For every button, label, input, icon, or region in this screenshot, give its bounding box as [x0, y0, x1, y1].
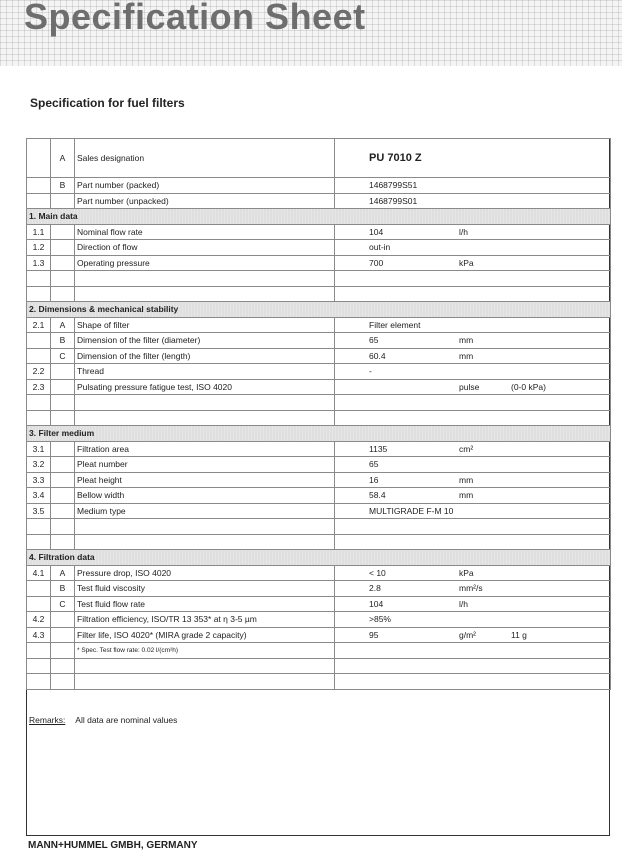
row-value-cell [335, 224, 611, 240]
empty-cell [335, 395, 611, 411]
row-extra: (0-0 kPa) [511, 381, 546, 392]
row-unit: cm² [459, 443, 474, 454]
row-unit: kPa [459, 567, 474, 578]
row-letter: A [51, 139, 75, 178]
row-value-cell [335, 488, 611, 504]
row-letter [51, 255, 75, 271]
row-unit: l/h [459, 226, 468, 237]
row-unit: mm²/s [459, 583, 483, 593]
row-unit: kPa [459, 257, 474, 268]
row-number: 2.1 [27, 317, 51, 333]
table-row [27, 255, 611, 271]
empty-row [27, 674, 611, 690]
table-row [27, 441, 611, 457]
empty-cell [335, 643, 611, 659]
empty-row [27, 643, 611, 659]
empty-cell [335, 658, 611, 674]
table-row [27, 627, 611, 643]
row-letter: C [51, 348, 75, 364]
empty-cell [75, 410, 335, 426]
empty-cell [27, 674, 51, 690]
row-value-cell [335, 348, 611, 364]
row-letter [51, 472, 75, 488]
sales-designation-label: Sales designation [75, 139, 335, 178]
row-number: 1.1 [27, 224, 51, 240]
remarks-text: All data are nominal values [75, 715, 178, 725]
empty-cell [75, 534, 335, 550]
table-row [27, 364, 611, 380]
row-label: Dimension of the filter (length) [75, 348, 335, 364]
section-title: 3. Filter medium [27, 426, 611, 442]
row-value: 700 [369, 257, 384, 268]
row-number: 3.5 [27, 503, 51, 519]
row-value: 104 [369, 226, 384, 237]
empty-cell [51, 286, 75, 302]
empty-cell [27, 519, 51, 535]
row-number: 3.3 [27, 472, 51, 488]
row-number: 3.4 [27, 488, 51, 504]
row-letter [51, 224, 75, 240]
row-value-cell [335, 596, 611, 612]
row-letter [51, 627, 75, 643]
row-label: Bellow width [75, 488, 335, 504]
row-letter: A [51, 565, 75, 581]
empty-cell [335, 534, 611, 550]
row-value-cell [335, 457, 611, 473]
row-value: 16 [369, 474, 379, 485]
row-value-cell [335, 503, 611, 519]
row-number: 3.2 [27, 457, 51, 473]
row-value: 58.4 [369, 490, 386, 500]
empty-cell [51, 193, 75, 209]
table-row [27, 503, 611, 519]
row-value: 95 [369, 629, 379, 640]
remarks-label: Remarks: [29, 715, 66, 725]
empty-cell [75, 519, 335, 535]
empty-row [27, 410, 611, 426]
empty-cell [51, 410, 75, 426]
subtitle: Specification for fuel filters [30, 96, 185, 110]
row-number: 3.1 [27, 441, 51, 457]
row-letter [51, 441, 75, 457]
row-label: Pressure drop, ISO 4020 [75, 565, 335, 581]
footer-company: MANN+HUMMEL GMBH, GERMANY [28, 840, 198, 851]
row-number [27, 596, 51, 612]
empty-row [27, 658, 611, 674]
row-value-cell [335, 240, 611, 256]
empty-cell [51, 643, 75, 659]
empty-cell [27, 410, 51, 426]
section-header [27, 209, 611, 225]
row-value: 1135 [369, 443, 388, 454]
header-band [0, 0, 622, 66]
table-row [27, 565, 611, 581]
row-number: 2.3 [27, 379, 51, 395]
row-letter: B [51, 581, 75, 597]
table-row [27, 488, 611, 504]
empty-cell [75, 286, 335, 302]
row-value-cell [335, 379, 611, 395]
empty-cell [75, 271, 335, 287]
empty-cell [51, 271, 75, 287]
row-value: 2.8 [369, 583, 381, 593]
section-header [27, 302, 611, 318]
table-row [27, 317, 611, 333]
row-number [27, 333, 51, 349]
table-row [27, 472, 611, 488]
row-letter [51, 503, 75, 519]
row-unit: l/h [459, 598, 468, 609]
row-unit: pulse [459, 381, 480, 392]
part-number-packed-label: Part number (packed) [75, 178, 335, 194]
empty-cell [75, 658, 335, 674]
row-label: Filter life, ISO 4020* (MIRA grade 2 capacity) [75, 627, 335, 643]
row-label: Test fluid flow rate [75, 596, 335, 612]
row-label: Shape of filter [75, 317, 335, 333]
row-label: Dimension of the filter (diameter) [75, 333, 335, 349]
row-label: Direction of flow [75, 240, 335, 256]
empty-cell [75, 395, 335, 411]
row-label: Thread [75, 364, 335, 380]
row-value-cell [335, 255, 611, 271]
empty-cell [51, 674, 75, 690]
table-row [27, 139, 611, 178]
row-value-cell [335, 565, 611, 581]
row-label: Test fluid viscosity [75, 581, 335, 597]
table-row [27, 581, 611, 597]
row-value: Filter element [369, 319, 421, 330]
row-value: < 10 [369, 567, 386, 578]
row-label: Pleat height [75, 472, 335, 488]
row-value: 104 [369, 598, 384, 609]
row-letter: A [51, 317, 75, 333]
empty-cell [335, 674, 611, 690]
row-number [27, 581, 51, 597]
empty-cell [51, 658, 75, 674]
row-extra: 11 g [511, 629, 527, 640]
table-row [27, 193, 611, 209]
empty-row [27, 271, 611, 287]
row-label: Medium type [75, 503, 335, 519]
row-unit: mm [459, 335, 474, 345]
empty-cell [51, 395, 75, 411]
row-label: Filtration efficiency, ISO/TR 13 353* at η 3-5 µm [75, 612, 335, 628]
row-number: 4.2 [27, 612, 51, 628]
part-number-packed-value: 1468799S51 [335, 178, 611, 194]
row-value: 65 [369, 459, 379, 469]
row-unit: mm [459, 350, 474, 361]
empty-cell [27, 395, 51, 411]
empty-cell [335, 286, 611, 302]
empty-cell [335, 519, 611, 535]
row-number: 4.3 [27, 627, 51, 643]
row-value-cell [335, 612, 611, 628]
sales-designation-text: PU 7010 Z [369, 152, 422, 164]
row-value: >85% [369, 614, 391, 624]
row-value-cell [335, 317, 611, 333]
row-letter [51, 379, 75, 395]
table-row [27, 224, 611, 240]
empty-cell [27, 139, 51, 178]
table-row [27, 240, 611, 256]
empty-cell [335, 410, 611, 426]
section-header [27, 426, 611, 442]
row-value-cell [335, 472, 611, 488]
row-letter: B [51, 333, 75, 349]
row-unit: mm [459, 474, 474, 485]
empty-row [27, 534, 611, 550]
sales-designation-value [335, 139, 611, 178]
row-number: 4.1 [27, 565, 51, 581]
empty-cell [27, 658, 51, 674]
row-label: Nominal flow rate [75, 224, 335, 240]
row-value: out-in [369, 242, 391, 252]
sheet-title: Specification Sheet [24, 0, 366, 37]
section-title: 1. Main data [27, 209, 611, 225]
row-value-cell [335, 627, 611, 643]
row-number: 1.3 [27, 255, 51, 271]
empty-row [27, 286, 611, 302]
row-label: Operating pressure [75, 255, 335, 271]
row-label: Pulsating pressure fatigue test, ISO 4020 [75, 379, 335, 395]
table-row [27, 457, 611, 473]
empty-cell [27, 193, 51, 209]
empty-cell [27, 643, 51, 659]
row-value-cell [335, 441, 611, 457]
empty-cell [27, 534, 51, 550]
table-row [27, 348, 611, 364]
section-header [27, 550, 611, 566]
table-row [27, 333, 611, 349]
empty-cell [51, 519, 75, 535]
row-value-cell [335, 364, 611, 380]
row-letter [51, 240, 75, 256]
row-letter [51, 612, 75, 628]
empty-cell [51, 534, 75, 550]
row-label: Filtration area [75, 441, 335, 457]
row-unit: g/m² [459, 629, 476, 640]
empty-cell [27, 178, 51, 194]
table-row [27, 596, 611, 612]
table-row [27, 612, 611, 628]
row-letter: B [51, 178, 75, 194]
part-number-unpacked-label: Part number (unpacked) [75, 193, 335, 209]
empty-cell [27, 271, 51, 287]
row-value: 65 [369, 335, 379, 345]
row-label: Pleat number [75, 457, 335, 473]
row-value: MULTIGRADE F-M 10 [369, 505, 454, 516]
row-letter [51, 488, 75, 504]
remarks [29, 715, 177, 725]
row-number: 1.2 [27, 240, 51, 256]
empty-cell [335, 271, 611, 287]
spec-table [26, 138, 611, 690]
row-letter: C [51, 596, 75, 612]
section-title: 2. Dimensions & mechanical stability [27, 302, 611, 318]
row-value: 60.4 [369, 350, 386, 361]
empty-row [27, 519, 611, 535]
empty-cell [27, 286, 51, 302]
row-letter [51, 364, 75, 380]
row-number: 2.2 [27, 364, 51, 380]
row-number [27, 348, 51, 364]
row-value-cell [335, 581, 611, 597]
row-value: - [369, 366, 372, 376]
spec-box [26, 138, 610, 836]
row-letter [51, 457, 75, 473]
footnote: * Spec. Test flow rate: 0.02 l/(cm²h) [75, 643, 335, 659]
empty-cell [75, 674, 335, 690]
part-number-unpacked-value: 1468799S01 [335, 193, 611, 209]
row-unit: mm [459, 490, 474, 500]
table-row [27, 178, 611, 194]
table-row [27, 379, 611, 395]
empty-row [27, 395, 611, 411]
row-value-cell [335, 333, 611, 349]
section-title: 4. Filtration data [27, 550, 611, 566]
